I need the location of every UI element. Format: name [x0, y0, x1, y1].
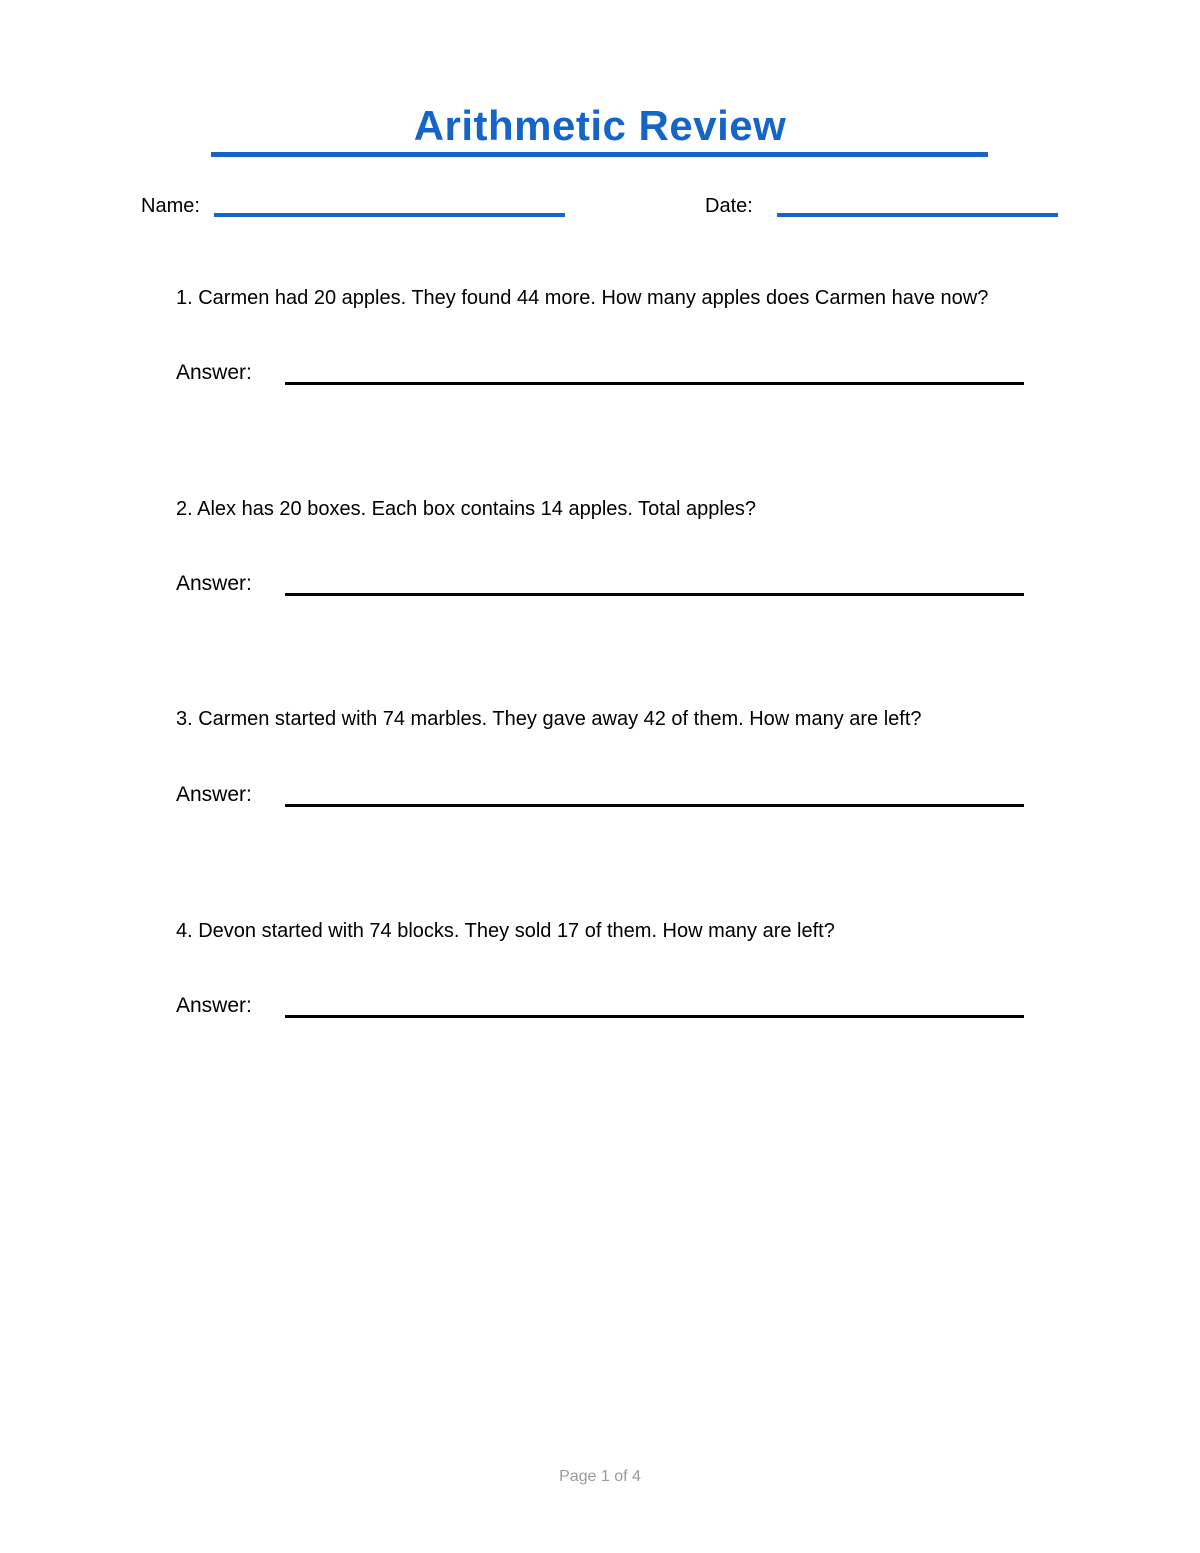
- name-label: Name:: [141, 195, 200, 217]
- question-2-answer-label: Answer:: [176, 572, 252, 595]
- question-3-answer-field[interactable]: [285, 804, 1024, 807]
- question-2-answer-field[interactable]: [285, 593, 1024, 596]
- question-4-answer-field[interactable]: [285, 1015, 1024, 1018]
- question-1-text: 1. Carmen had 20 apples. They found 44 more. How many apples does Carmen have now?: [176, 287, 989, 309]
- question-1-answer-label: Answer:: [176, 361, 252, 384]
- name-field[interactable]: [214, 213, 565, 217]
- date-label: Date:: [705, 195, 753, 217]
- question-1-answer-field[interactable]: [285, 382, 1024, 385]
- question-4-answer-label: Answer:: [176, 994, 252, 1017]
- question-2-text: 2. Alex has 20 boxes. Each box contains 14 apples. Total apples?: [176, 498, 757, 520]
- question-4-text: 4. Devon started with 74 blocks. They sold 17 of them. How many are left?: [176, 920, 835, 942]
- question-3-text: 3. Carmen started with 74 marbles. They gave away 42 of them. How many are left?: [176, 708, 922, 730]
- page-title: Arithmetic Review: [413, 102, 787, 149]
- page-number: Page 1 of 4: [559, 1468, 641, 1485]
- question-3-answer-label: Answer:: [176, 783, 252, 806]
- date-field[interactable]: [777, 213, 1058, 217]
- title-underline: [211, 152, 988, 157]
